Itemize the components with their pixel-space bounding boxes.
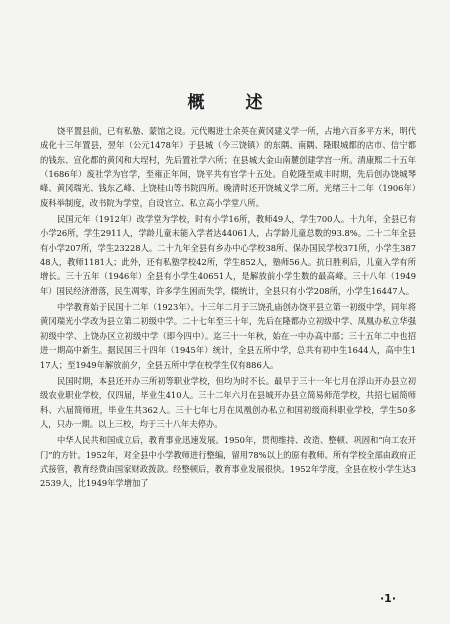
page-number: ·1· <box>379 592 396 605</box>
body-text <box>40 124 416 493</box>
paragraph: 中华人民共和国成立后，教育事业迅速发展。1950年，贯彻维持、改造、整顿、巩固和“向工农开门”的方针。1952年，对全县中小学教师进行整编，留用78%以上的原有教师。所有学校全部由政府正式接管，教育经费由国家财政拨款。经整顿后，教育事业发展很快。1952年学度，全县在校小学生达32539人，比1949年学增加了 <box>40 435 416 489</box>
paragraph: 饶平置县前，已有私塾、蒙馆之设。元代赐进士余英在黄冈建义学一所，占地六百多平方米，明代成化十三年置县，翌年（公元1478年）于县城（今三饶镇）的东隅、南隅、隆眼城都的店市、信宁都的钱东、宣化都的黄冈和大埕村，先后置社学六所；在县城大金山南麓创建学宫一所。清康熙二十五年（1686年）废社学为官学，至雍正年间，饶平共有官学十五处。自乾隆至咸丰时期，先后创办饶城琴峰、黄冈瑞光、钱东乙峰、上饶桂山等书院四所。晚清时还开饶城义学二所。光绪三十二年（1906年）废科举制度，改书院为学堂，自设官立、私立高小学堂八所。 <box>40 126 416 208</box>
paragraph: 中学教育始于民国十二年（1923年）。十三年二月于三饶孔庙创办饶平县立第一初级中学，同年将黄冈瑞光小学改为县立第二初级中学。二十七年至三十年，先后在隆都办立初级中学、凤凰办私立华强初级中学、上饶办区立初级中学（即今四中）。迄三十一年秋，始在一中办高中部；三十五年二中也招进一期高中新生。据民国三十四年（1945年）统计，全县五所中学，总共有初中生1644人，高中生117人；至1949年解放前夕，全县五所中学在校学生仅有886人。 <box>40 302 416 370</box>
page-title: 概 述 <box>187 93 275 113</box>
paragraph: 民国时期，本县还开办三所初等职业学校，但均为时不长。最早于三十一年七月在浮山开办县立初级农业职业学校，仅四届，毕业生410人。三十二年六月在县城开办县立简易师范学校，共招七届简师科、六届简师班，毕业生共362人。三十七年七月在凤凰创办私立和国初级商科职业学校，学生50多人，只办一期。以上三校，均于三十八年夫停办。 <box>40 375 416 429</box>
paragraph: 民国元年（1912年）改学堂为学校，时有小学16所，教师49人，学生700人。十九年，全县已有小学26所，学生2911人，学龄儿童未能入学者达44061人，占学龄儿童总数的93.8%。二十二年全县有小学207所，学生23228人。二十九年全县有乡办中心学校38所、保办国民学校371所，小学生38748人，教师1181人；此外，还有私塾学校42所，学生852人，塾师56人。抗日胜利后，儿童入学有所增长。三十五年（1946年）全县有小学生40651人，是解放前小学生数的最高峰。三十八年（1949年）国民经济滑落，民生凋零，许多学生困而失学，辍统计，全县只有小学208所，小学生16447人。 <box>40 214 416 296</box>
